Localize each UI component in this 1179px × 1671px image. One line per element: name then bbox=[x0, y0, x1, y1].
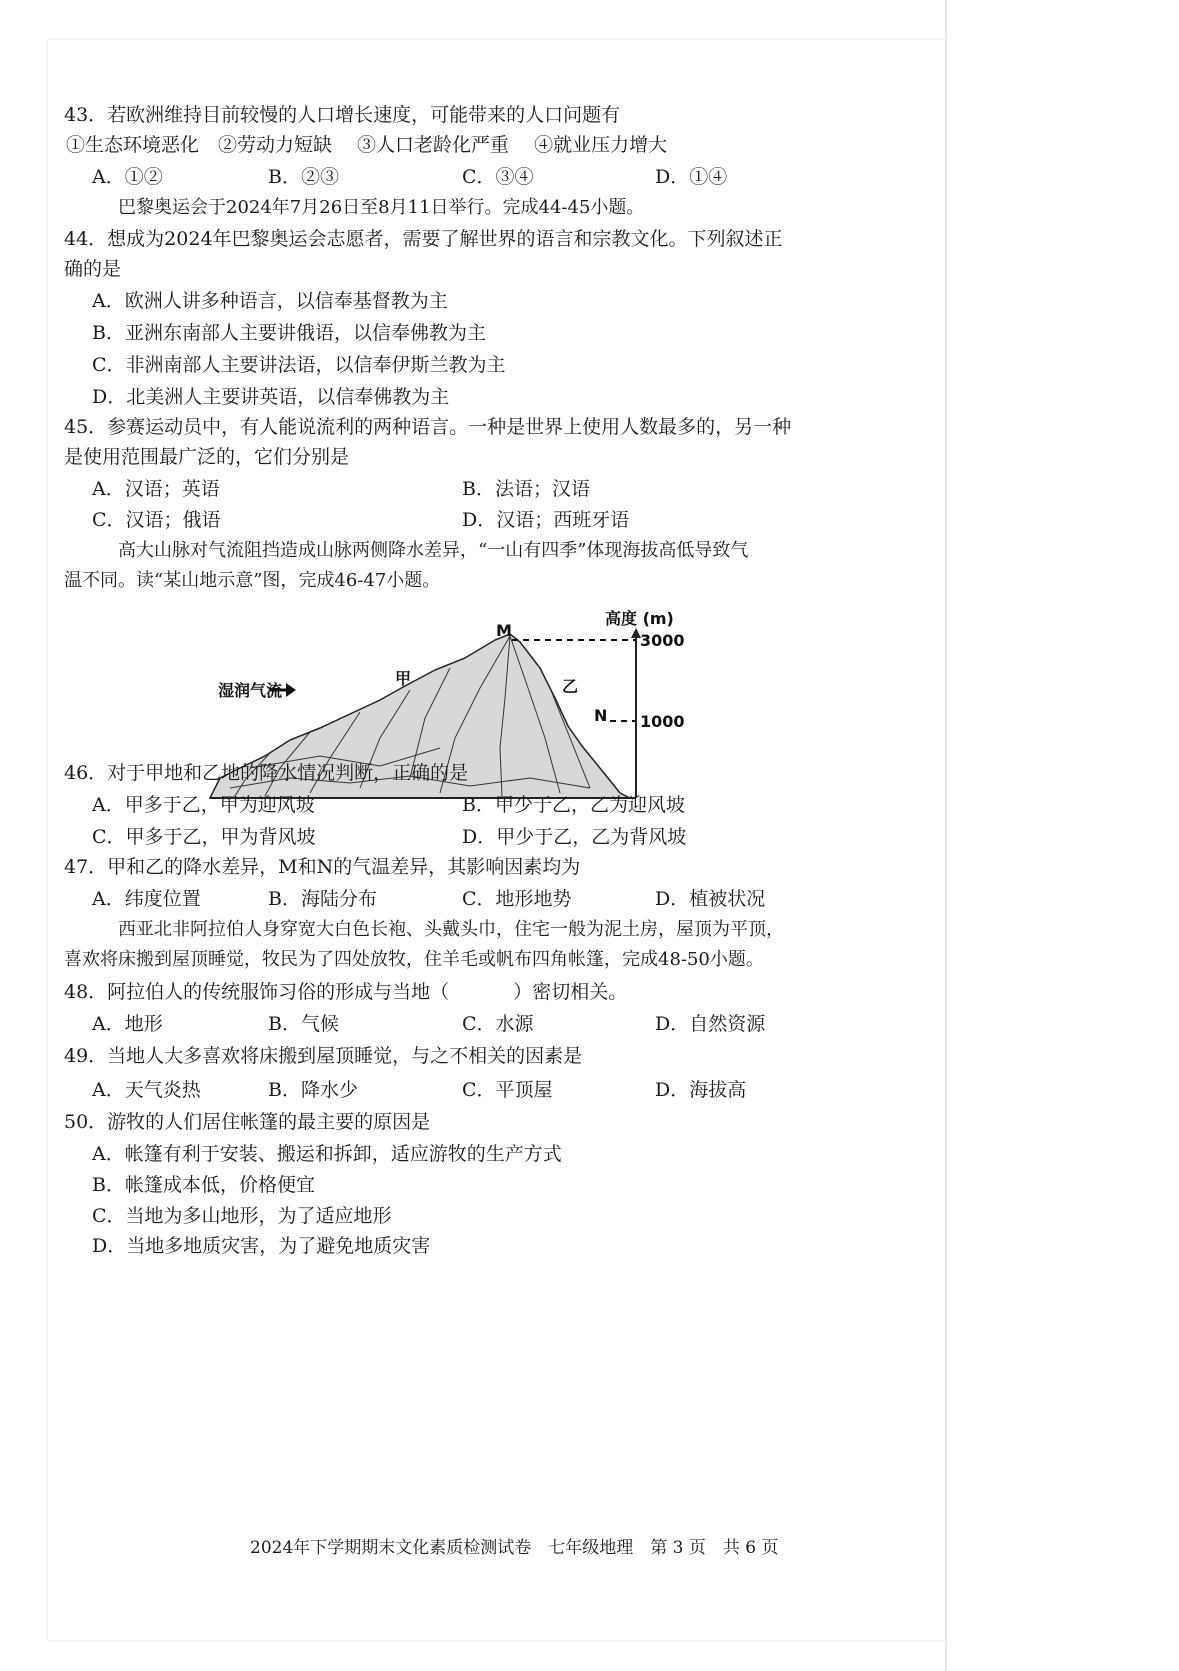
q48-stem-before: 48．阿拉伯人的传统服饰习俗的形成与当地（ bbox=[64, 981, 450, 1003]
airflow-arrow-head bbox=[286, 683, 296, 697]
q43-items: ①生态环境恶化 ②劳动力短缺 ③人口老龄化严重 ④就业压力增大 bbox=[66, 134, 668, 156]
q46-option-d: D．甲少于乙，乙为背风坡 bbox=[462, 826, 687, 848]
q50-option-b: B．帐篷成本低，价格便宜 bbox=[92, 1174, 315, 1196]
q44-option-a: A．欧洲人讲多种语言，以信奉基督教为主 bbox=[92, 290, 448, 312]
q48-option-b: B．气候 bbox=[268, 1013, 339, 1035]
q43-option-d: D．①④ bbox=[655, 166, 728, 188]
page-edge-next-sheet bbox=[945, 0, 1179, 1671]
q48-stem-after: ）密切相关。 bbox=[513, 981, 628, 1003]
q46-stem: 46．对于甲地和乙地的降水情况判断，正确的是 bbox=[64, 762, 469, 784]
q43-option-b: B．②③ bbox=[268, 166, 339, 188]
q49-option-a: A．天气炎热 bbox=[92, 1079, 201, 1101]
intro-46-47-line1: 高大山脉对气流阻挡造成山脉两侧降水差异，“一山有四季”体现海拔高低导致气 bbox=[118, 540, 749, 561]
q47-option-d: D．植被状况 bbox=[655, 888, 766, 910]
q49-option-c: C．平顶屋 bbox=[462, 1079, 553, 1101]
q45-option-a: A．汉语；英语 bbox=[92, 478, 220, 500]
q44-stem-line2: 确的是 bbox=[64, 258, 122, 280]
airflow-label: 湿润气流 bbox=[218, 681, 283, 700]
q48-option-d: D．自然资源 bbox=[655, 1013, 766, 1035]
tick-1000: 1000 bbox=[640, 712, 685, 731]
label-yi: 乙 bbox=[562, 677, 579, 696]
q44-option-b: B．亚洲东南部人主要讲俄语，以信奉佛教为主 bbox=[92, 322, 486, 344]
tick-3000: 3000 bbox=[640, 631, 685, 650]
intro-44-45: 巴黎奥运会于2024年7月26日至8月11日举行。完成44-45小题。 bbox=[118, 197, 645, 218]
label-jia: 甲 bbox=[395, 669, 412, 688]
q49-option-b: B．降水少 bbox=[268, 1079, 358, 1101]
q50-option-c: C．当地为多山地形，为了适应地形 bbox=[92, 1205, 392, 1227]
q46-option-c: C．甲多于乙，甲为背风坡 bbox=[92, 826, 316, 848]
q47-option-b: B．海陆分布 bbox=[268, 888, 377, 910]
intro-48-50-line2: 喜欢将床搬到屋顶睡觉，牧民为了四处放牧，住羊毛或帆布四角帐篷，完成48-50小题。 bbox=[64, 949, 764, 970]
page-footer: 2024年下学期期末文化素质检测试卷 七年级地理 第 3 页 共 6 页 bbox=[250, 1538, 779, 1558]
q45-option-b: B．法语；汉语 bbox=[462, 478, 590, 500]
q50-option-d: D．当地多地质灾害，为了避免地质灾害 bbox=[92, 1235, 431, 1257]
q43-stem: 43．若欧洲维持目前较慢的人口增长速度，可能带来的人口问题有 bbox=[64, 104, 621, 126]
q45-stem-line1: 45．参赛运动员中，有人能说流利的两种语言。一种是世界上使用人数最多的，另一种 bbox=[64, 416, 792, 438]
q43-option-c: C．③④ bbox=[462, 166, 534, 188]
q44-option-d: D．北美洲人主要讲英语，以信奉佛教为主 bbox=[92, 386, 450, 408]
q43-option-a: A．①② bbox=[92, 166, 163, 188]
q45-option-c: C．汉语；俄语 bbox=[92, 509, 221, 531]
intro-46-47-line2: 温不同。读“某山地示意”图，完成46-47小题。 bbox=[64, 570, 441, 591]
q46-option-b: B．甲少于乙，乙为迎风坡 bbox=[462, 794, 685, 816]
q48-option-a: A．地形 bbox=[92, 1013, 163, 1035]
q44-option-c: C．非洲南部人主要讲法语，以信奉伊斯兰教为主 bbox=[92, 354, 506, 376]
q48-option-c: C．水源 bbox=[462, 1013, 534, 1035]
q44-stem-line1: 44．想成为2024年巴黎奥运会志愿者，需要了解世界的语言和宗教文化。下列叙述正 bbox=[64, 228, 783, 250]
label-m: M bbox=[496, 621, 512, 640]
q50-stem: 50．游牧的人们居住帐篷的最主要的原因是 bbox=[64, 1111, 431, 1133]
q46-option-a: A．甲多于乙，甲为迎风坡 bbox=[92, 794, 315, 816]
height-axis-label: 高度 (m) bbox=[605, 609, 674, 628]
q50-option-a: A．帐篷有利于安装、搬运和拆卸，适应游牧的生产方式 bbox=[92, 1143, 562, 1165]
q45-stem-line2: 是使用范围最广泛的，它们分别是 bbox=[64, 446, 350, 468]
q49-option-d: D．海拔高 bbox=[655, 1079, 747, 1101]
q47-stem: 47．甲和乙的降水差异，M和N的气温差异，其影响因素均为 bbox=[64, 856, 581, 878]
intro-48-50-line1: 西亚北非阿拉伯人身穿宽大白色长袍、头戴头巾，住宅一般为泥土房，屋顶为平顶， bbox=[118, 919, 784, 940]
q49-stem: 49．当地人大多喜欢将床搬到屋顶睡觉，与之不相关的因素是 bbox=[64, 1045, 583, 1067]
q47-option-a: A．纬度位置 bbox=[92, 888, 201, 910]
label-n: N bbox=[594, 706, 608, 725]
q48-stem bbox=[64, 983, 627, 1002]
q45-option-d: D．汉语；西班牙语 bbox=[462, 509, 630, 531]
q47-option-c: C．地形地势 bbox=[462, 888, 572, 910]
